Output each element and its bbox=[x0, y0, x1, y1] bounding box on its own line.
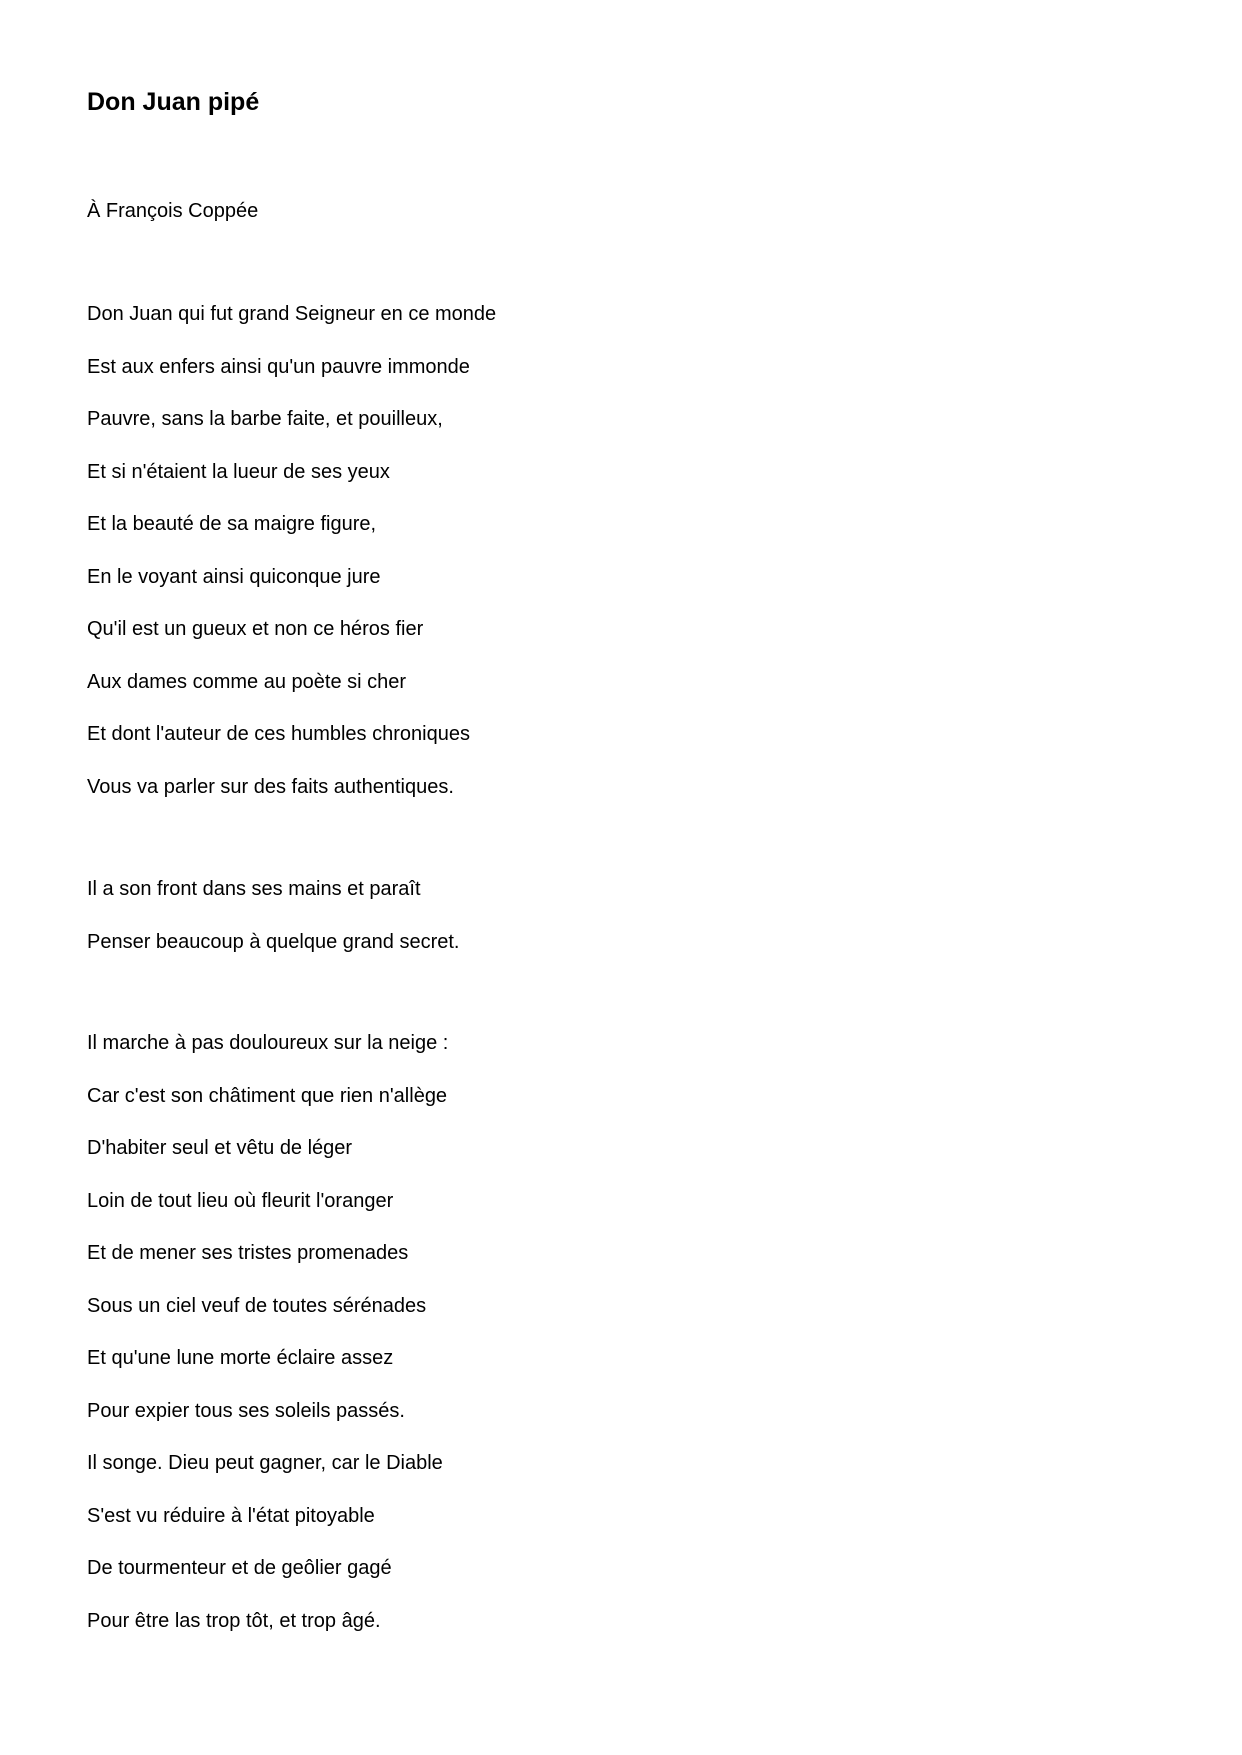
poem-line: Pauvre, sans la barbe faite, et pouilleux, bbox=[87, 408, 443, 430]
stanza-1 bbox=[87, 300, 496, 825]
poem-line: Pour être las trop tôt, et trop âgé. bbox=[87, 1609, 381, 1632]
poem-line: Et si n'étaient la lueur de ses yeux bbox=[87, 460, 390, 483]
poem-line: Sous un ciel veuf de toutes sérénades bbox=[87, 1294, 427, 1317]
poem-line: Il songe. Dieu peut gagner, car le Diable bbox=[87, 1452, 443, 1474]
poem-line: D'habiter seul et vêtu de léger bbox=[87, 1137, 353, 1159]
poem-line: Et de mener ses tristes promenades bbox=[87, 1242, 409, 1264]
poem-line: Qu'il est un gueux et non ce héros fier bbox=[87, 618, 424, 640]
poem-line: Penser beaucoup à quelque grand secret. bbox=[87, 930, 460, 953]
poem-line: Vous va parler sur des faits authentiques. bbox=[87, 775, 454, 798]
poem-line: Il marche à pas douloureux sur la neige : bbox=[87, 1032, 449, 1054]
poem-title: Don Juan pipé bbox=[87, 88, 260, 116]
poem-line: S'est vu réduire à l'état pitoyable bbox=[87, 1504, 375, 1527]
poem-line: Aux dames comme au poète si cher bbox=[87, 670, 407, 693]
poem-line: De tourmenteur et de geôlier gagé bbox=[87, 1557, 392, 1579]
poem-line: Il a son front dans ses mains et paraît bbox=[87, 878, 421, 900]
stanza-3 bbox=[87, 1029, 448, 1659]
poem-line: Loin de tout lieu où fleurit l'oranger bbox=[87, 1189, 394, 1212]
poem-line: Pour expier tous ses soleils passés. bbox=[87, 1399, 405, 1422]
poem-line: Don Juan qui fut grand Seigneur en ce monde bbox=[87, 303, 497, 325]
poem-line: En le voyant ainsi quiconque jure bbox=[87, 565, 381, 588]
poem-line: Est aux enfers ainsi qu'un pauvre immonde bbox=[87, 355, 470, 378]
poem-line: Et la beauté de sa maigre figure, bbox=[87, 513, 377, 535]
poem-line: Et dont l'auteur de ces humbles chroniques bbox=[87, 723, 470, 745]
poem-line: Car c'est son châtiment que rien n'allège bbox=[87, 1084, 448, 1107]
poem-line: Et qu'une lune morte éclaire assez bbox=[87, 1347, 394, 1369]
stanza-2 bbox=[87, 875, 460, 980]
poem-dedication: À François Coppée bbox=[87, 200, 259, 222]
